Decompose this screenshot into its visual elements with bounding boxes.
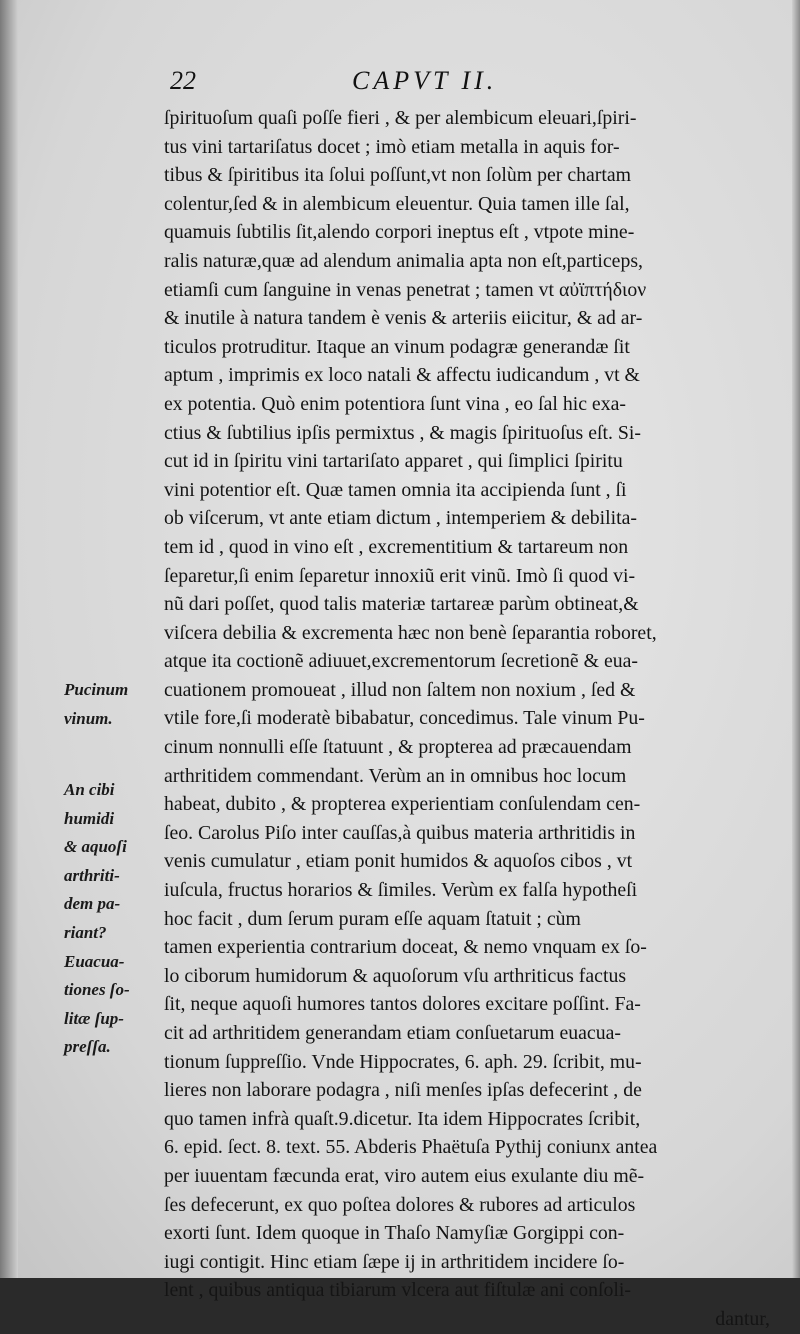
text-line: vini potentior eſt. Quæ tamen omnia ita accipienda ſunt , ſi xyxy=(164,478,627,501)
page-header xyxy=(170,66,770,102)
text-line: lent , quibus antiqua tibiarum vlcera aut fiſtulæ ani conſoli- xyxy=(164,1279,631,1302)
text-line: tibus & ſpiritibus ita ſolui poſſunt,vt non ſolùm per chartam xyxy=(164,164,632,187)
text-line: aptum , imprimis ex loco natali & affectu iudicandum , vt & xyxy=(164,364,640,387)
text-line: ctius & ſubtilius ipſis permixtus , & magis ſpirituoſus eſt. Si- xyxy=(164,421,641,444)
text-line: ſpirituoſum quaſi poſſe fieri , & per alembicum eleuari,ſpiri- xyxy=(164,107,637,129)
text-line: quamuis ſubtilis ſit,alendo corpori ineptus eſt , vtpote mine- xyxy=(164,221,635,244)
text-line: ob viſcerum, vt ante etiam dictum , intemperiem & debilita- xyxy=(164,507,637,530)
text-line: etiamſi cum ſanguine in venas penetrat ; tamen vt αὐϊπτήδιον xyxy=(164,278,647,301)
text-line: venis cumulatur , etiam ponit humidos & aquoſos cibos , vt xyxy=(164,850,633,873)
page-binding-shadow xyxy=(0,0,18,1278)
margin-note-line: An cibi xyxy=(64,780,115,799)
text-line: 6. epid. ſect. 8. text. 55. Abderis Phaëtuſa Pythij coniunx antea xyxy=(164,1136,658,1159)
text-line: exorti ſunt. Idem quoque in Thaſo Namyſiæ Gorgippi con- xyxy=(164,1222,625,1245)
text-line: lieres non laborare podagra , niſi menſes ipſas defecerint , de xyxy=(164,1079,642,1102)
text-line: atque ita coctionẽ adiuuet,excrementorum ſecretionẽ & eua- xyxy=(164,650,638,673)
text-line: ralis naturæ,quæ ad alendum animalia apta non eſt,particeps, xyxy=(164,249,643,272)
text-line: lo ciborum humidorum & aquoſorum vſu arthriticus factus xyxy=(164,964,627,987)
text-line: habeat, dubito , & propterea experientiam conſulendam cen- xyxy=(164,793,641,816)
text-line: tionum ſuppreſſio. Vnde Hippocrates, 6. aph. 29. ſcribit, mu- xyxy=(164,1050,642,1073)
text-line: viſcera debilia & excrementa hæc non benè ſeparantia roboret, xyxy=(164,621,657,644)
text-line: tus vini tartariſatus docet ; imò etiam metalla in aquis for- xyxy=(164,135,620,158)
text-line: ticulos protruditur. Itaque an vinum podagræ generandæ ſit xyxy=(164,335,630,358)
text-line: iuſcula, fructus horarios & ſimiles. Verùm ex falſa hypotheſi xyxy=(164,879,638,902)
text-line: ſeo. Carolus Piſo inter cauſſas,à quibus materia arthritidis in xyxy=(164,821,636,844)
text-line: quo tamen infrà quaſt.9.dicetur. Ita idem Hippocrates ſcribit, xyxy=(164,1107,641,1130)
text-line: hoc facit , dum ſerum puram eſſe aquam ſtatuit ; cùm xyxy=(164,907,581,930)
page-edge-shadow xyxy=(792,0,800,1278)
text-line: colentur,ſed & in alembicum eleuentur. Quia tamen ille ſal, xyxy=(164,192,630,215)
body-text xyxy=(164,104,770,1334)
text-line: tamen experientia contrarium doceat, & nemo vnquam ex ſo- xyxy=(164,936,647,959)
margin-note-line: vinum. xyxy=(64,708,113,728)
margin-note-line: Euacua- xyxy=(64,951,125,971)
text-line: cinum nonnulli eſſe ſtatuunt , & propterea ad præcauendam xyxy=(164,736,632,759)
text-line: per iuuentam fæcunda erat, viro autem eius exulante diu mẽ- xyxy=(164,1164,645,1187)
text-line: nũ dari poſſet, quod talis materiæ tartareæ parùm obtineat,& xyxy=(164,593,639,616)
text-line: ſes defecerunt, ex quo poſtea dolores & rubores ad articulos xyxy=(164,1193,636,1216)
margin-note-line: humidi xyxy=(64,808,115,828)
catchword: dantur, xyxy=(715,1307,770,1330)
text-line: cuationem promoueat , illud non ſaltem non noxium , ſed & xyxy=(164,678,636,701)
running-head: CAPVT II. xyxy=(352,66,498,95)
text-line: ſit, neque aquoſi humores tantos dolores excitare poſſint. Fa- xyxy=(164,993,641,1016)
text-line: tem id , quod in vino eſt , excrementitium & tartareum non xyxy=(164,535,629,558)
text-line: cit ad arthritidem generandam etiam conſuetarum euacua- xyxy=(164,1022,621,1044)
margin-note-line: litæ ſup- xyxy=(64,1008,124,1028)
text-line: iugi contigit. Hinc etiam ſæpe ij in arthritidem incidere ſo- xyxy=(164,1250,625,1273)
margin-note-line: preſſa. xyxy=(64,1037,111,1057)
text-line: ex potentia. Quò enim potentiora ſunt vina , eo ſal hic exa- xyxy=(164,392,626,415)
text-line: ſeparetur,ſi enim ſeparetur innoxiũ erit vinũ. Imò ſi quod vi- xyxy=(164,564,636,587)
margin-note-cibi-humidi xyxy=(64,776,164,1062)
margin-note-line: Pucinum xyxy=(64,680,129,699)
margin-note-line: & aquoſi xyxy=(64,837,127,857)
margin-note-line: tiones ſo- xyxy=(64,980,130,1000)
text-line: vtile fore,ſi moderatè bibabatur, concedimus. Tale vinum Pu- xyxy=(164,707,645,730)
margin-note-pucinum xyxy=(64,676,164,733)
margin-note-line: riant? xyxy=(64,922,107,942)
page-number: 22 xyxy=(170,66,196,95)
text-line: arthritidem commendant. Verùm an in omnibus hoc locum xyxy=(164,764,627,787)
text-line: & inutile à natura tandem è venis & arteriis eiicitur, & ad ar- xyxy=(164,307,643,330)
text-line: cut id in ſpiritu vini tartariſato apparet , qui ſimplici ſpiritu xyxy=(164,450,623,473)
margin-note-line: dem pa- xyxy=(64,894,121,914)
margin-note-line: arthriti- xyxy=(64,865,120,885)
